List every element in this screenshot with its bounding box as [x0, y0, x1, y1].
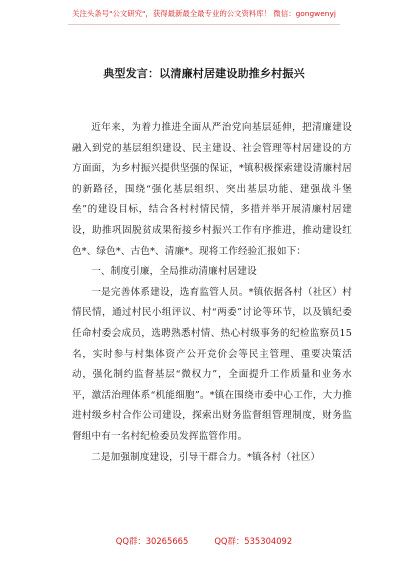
- paragraph-intro: 近年来，为着力推进全面从严治党向基层延伸，把清廉建设融入到党的基层组织建设、民主建设、社会管理等村居建设的方方面面，为乡村振兴提供坚强的保证，*镇积极探索建设清廉村居的新路径，围绕“强化基层组织、突出基层功能、建强战斗堡垒”的建设目标，结合各村村情民情，多措并举开展清廉村居建设，助推巩固脱贫成果衔接乡村振兴工作有序推进，推动建设红色*、绿色*、古色*、清廉*。现将工作经验汇报如下：: [72, 122, 352, 257]
- footer-qq-group-2: QQ群：535304092: [214, 536, 293, 546]
- paragraph-point-2: 二是加强制度建设，引导干群合力。*镇各村（社区）: [91, 451, 321, 463]
- footer-qq-group-1: QQ群：30265665: [115, 536, 189, 546]
- section-heading-1: 一、制度引廉，全局推动清廉村居建设: [91, 266, 257, 278]
- document-title: 典型发言：以清廉村居建设助推乡村振兴: [103, 67, 305, 80]
- footer-qq-groups: [0, 534, 408, 548]
- document-body: [72, 118, 352, 468]
- paragraph-point-1: 一是完善体系建设，选育监管人员。*镇依据各村（社区）村情民情，通过村民小组评议、村“两委”讨论等环节，以及镇纪委任命村委会成员，选聘熟悉村情、热心村级事务的纪检监察员15名，实时参与村集体资产公开竞价会等民主管理、重要决策活动，强化制约监督基层“微权力”，全面提升工作质量和业务水平，激活治理体系“机能细胞”。*镇在围绕市委中心工作，大力推进村级乡村合作公司建设，探索出财务监督组管理制度，财务监督组中有一名村纪检委员发挥监管作用。: [72, 286, 352, 442]
- header-divider: [68, 24, 340, 25]
- header-banner: 关注头条号"公文研究"，获得最新最全最专业的公文资料库！ 微信：gongwenyj: [72, 9, 336, 18]
